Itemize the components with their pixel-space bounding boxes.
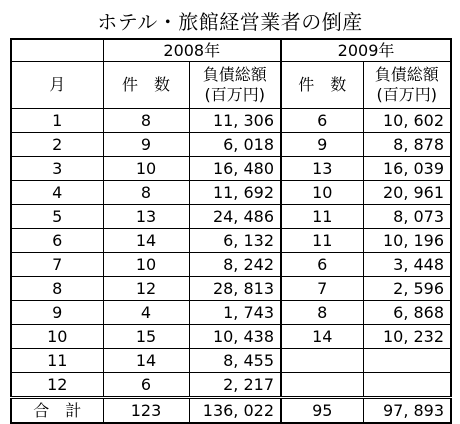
total-row bbox=[11, 398, 451, 424]
count-2008-cell: 12 bbox=[103, 277, 189, 301]
count-2008-cell: 13 bbox=[103, 205, 189, 229]
count-2009-cell: 9 bbox=[281, 133, 363, 157]
count-2008-cell: 14 bbox=[103, 349, 189, 373]
count-2009-cell bbox=[281, 349, 363, 373]
header-year-2009: 2009年 bbox=[281, 39, 451, 62]
table-row bbox=[11, 277, 451, 301]
count-2008-cell: 4 bbox=[103, 301, 189, 325]
header-debt-2008 bbox=[189, 62, 281, 109]
header-row-columns bbox=[11, 62, 451, 109]
count-2008-cell: 9 bbox=[103, 133, 189, 157]
table-row bbox=[11, 349, 451, 373]
debt-2008-cell: 6, 018 bbox=[189, 133, 281, 157]
month-cell: 4 bbox=[11, 181, 103, 205]
count-2009-cell: 13 bbox=[281, 157, 363, 181]
debt-2008-cell: 10, 438 bbox=[189, 325, 281, 349]
debt-2008-cell: 16, 480 bbox=[189, 157, 281, 181]
total-debt-2008: 136, 022 bbox=[189, 398, 281, 424]
table-row bbox=[11, 373, 451, 398]
month-cell: 6 bbox=[11, 229, 103, 253]
header-debt-2008-line1: 負債総額 bbox=[202, 65, 267, 84]
count-2008-cell: 10 bbox=[103, 157, 189, 181]
debt-2008-cell: 2, 217 bbox=[189, 373, 281, 398]
debt-2008-cell: 8, 242 bbox=[189, 253, 281, 277]
count-2008-cell: 10 bbox=[103, 253, 189, 277]
debt-2008-cell: 24, 486 bbox=[189, 205, 281, 229]
header-row-years bbox=[11, 39, 451, 62]
month-cell: 7 bbox=[11, 253, 103, 277]
table-row bbox=[11, 325, 451, 349]
table-row bbox=[11, 133, 451, 157]
count-2008-cell: 6 bbox=[103, 373, 189, 398]
table-row bbox=[11, 301, 451, 325]
table-row bbox=[11, 229, 451, 253]
debt-2009-cell: 6, 868 bbox=[363, 301, 451, 325]
debt-2009-cell: 8, 878 bbox=[363, 133, 451, 157]
table-row bbox=[11, 157, 451, 181]
debt-2009-cell: 3, 448 bbox=[363, 253, 451, 277]
bankruptcy-table bbox=[10, 38, 452, 424]
count-2008-cell: 15 bbox=[103, 325, 189, 349]
total-count-2009: 95 bbox=[281, 398, 363, 424]
debt-2008-cell: 28, 813 bbox=[189, 277, 281, 301]
month-cell: 3 bbox=[11, 157, 103, 181]
month-cell: 5 bbox=[11, 205, 103, 229]
header-year-2008: 2008年 bbox=[103, 39, 281, 62]
header-debt-2009 bbox=[363, 62, 451, 109]
debt-2008-cell: 6, 132 bbox=[189, 229, 281, 253]
debt-2009-cell bbox=[363, 349, 451, 373]
debt-2008-cell: 8, 455 bbox=[189, 349, 281, 373]
month-cell: 10 bbox=[11, 325, 103, 349]
month-cell: 9 bbox=[11, 301, 103, 325]
total-label: 合 計 bbox=[11, 398, 103, 424]
month-cell: 1 bbox=[11, 109, 103, 133]
debt-2008-cell: 11, 692 bbox=[189, 181, 281, 205]
table-row bbox=[11, 205, 451, 229]
debt-2009-cell: 10, 196 bbox=[363, 229, 451, 253]
debt-2009-cell bbox=[363, 373, 451, 398]
debt-2009-cell: 8, 073 bbox=[363, 205, 451, 229]
count-2009-cell: 14 bbox=[281, 325, 363, 349]
header-count-2008: 件 数 bbox=[103, 62, 189, 109]
debt-2008-cell: 11, 306 bbox=[189, 109, 281, 133]
header-blank-cell bbox=[11, 39, 103, 62]
page-title: ホテル・旅館経営業者の倒産 bbox=[97, 10, 363, 34]
header-month: 月 bbox=[11, 62, 103, 109]
debt-2009-cell: 10, 232 bbox=[363, 325, 451, 349]
debt-2009-cell: 10, 602 bbox=[363, 109, 451, 133]
table-row bbox=[11, 253, 451, 277]
count-2008-cell: 8 bbox=[103, 109, 189, 133]
header-debt-2009-line2: (百万円) bbox=[376, 85, 438, 104]
debt-2009-cell: 20, 961 bbox=[363, 181, 451, 205]
count-2009-cell: 10 bbox=[281, 181, 363, 205]
table-row bbox=[11, 109, 451, 133]
count-2009-cell: 7 bbox=[281, 277, 363, 301]
month-cell: 12 bbox=[11, 373, 103, 398]
total-count-2008: 123 bbox=[103, 398, 189, 424]
month-cell: 11 bbox=[11, 349, 103, 373]
total-debt-2009: 97, 893 bbox=[363, 398, 451, 424]
count-2009-cell: 11 bbox=[281, 229, 363, 253]
debt-2009-cell: 16, 039 bbox=[363, 157, 451, 181]
debt-2009-cell: 2, 596 bbox=[363, 277, 451, 301]
month-cell: 8 bbox=[11, 277, 103, 301]
month-cell: 2 bbox=[11, 133, 103, 157]
debt-2008-cell: 1, 743 bbox=[189, 301, 281, 325]
count-2009-cell: 8 bbox=[281, 301, 363, 325]
count-2008-cell: 8 bbox=[103, 181, 189, 205]
header-debt-2009-line1: 負債総額 bbox=[374, 65, 439, 84]
count-2009-cell: 6 bbox=[281, 253, 363, 277]
header-count-2009: 件 数 bbox=[281, 62, 363, 109]
count-2009-cell bbox=[281, 373, 363, 398]
table-row bbox=[11, 181, 451, 205]
count-2009-cell: 11 bbox=[281, 205, 363, 229]
count-2009-cell: 6 bbox=[281, 109, 363, 133]
count-2008-cell: 14 bbox=[103, 229, 189, 253]
header-debt-2008-line2: (百万円) bbox=[204, 85, 265, 104]
